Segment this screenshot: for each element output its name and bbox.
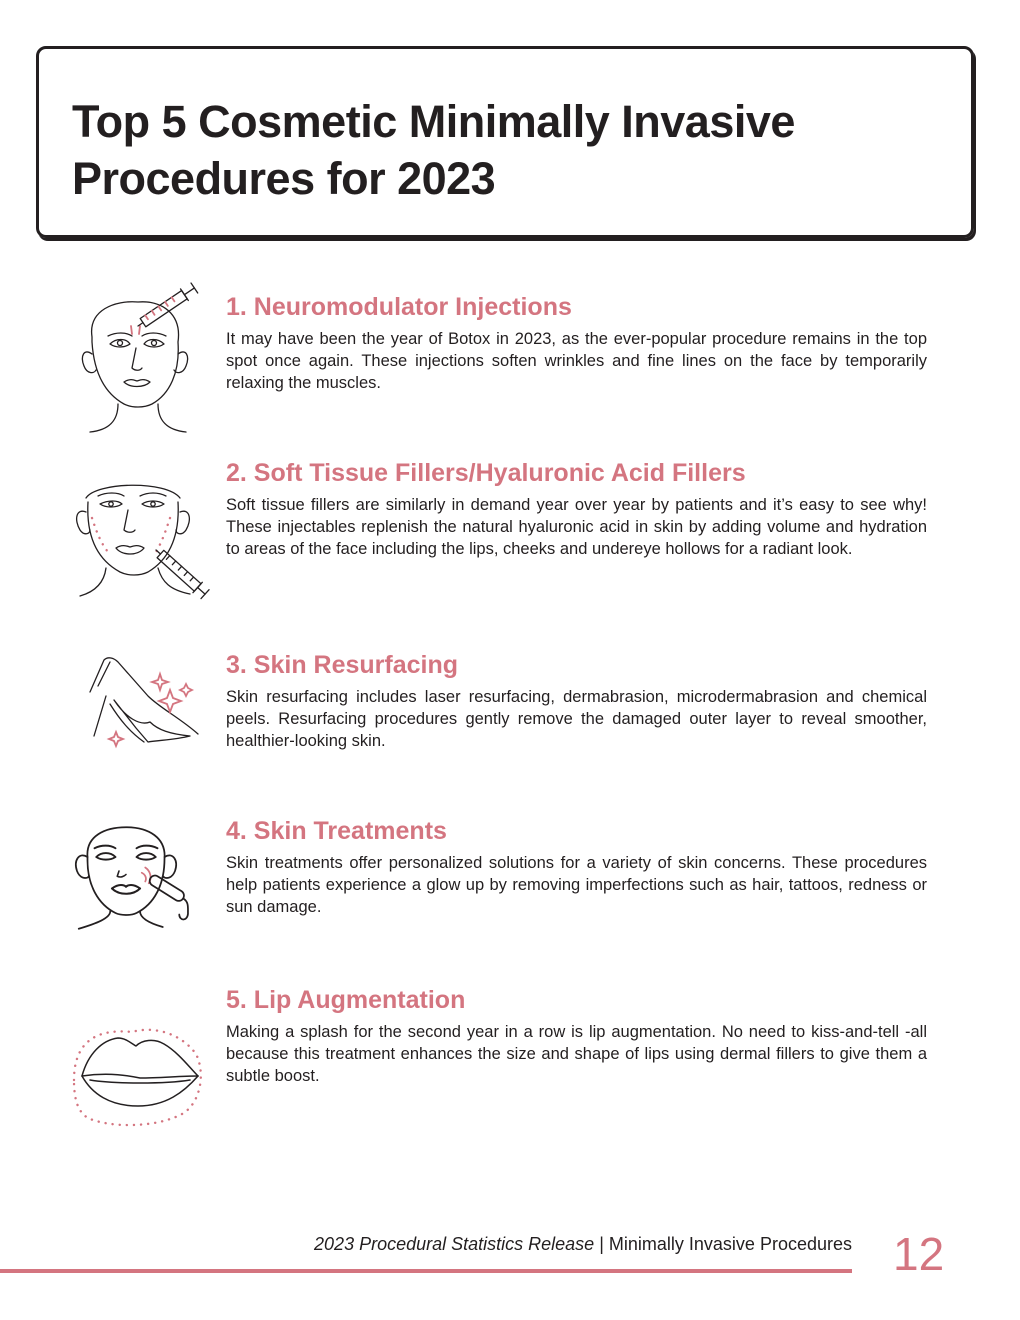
footer-section: Minimally Invasive Procedures bbox=[608, 1234, 852, 1254]
footer-rule bbox=[0, 1269, 852, 1273]
procedure-heading-2: 2. Soft Tissue Fillers/Hyaluronic Acid Fillers bbox=[226, 459, 746, 487]
procedure-text-4: Skin treatments offer personalized solutions for a variety of skin concerns. These procedures help patients experience a glow up by removing imperfections such as hair, tattoos, redness or sun damage. bbox=[226, 854, 927, 917]
procedure-heading-4: 4. Skin Treatments bbox=[226, 817, 447, 845]
footer-text bbox=[314, 1233, 852, 1255]
page-number: 12 bbox=[893, 1228, 945, 1280]
face-device-treatment-icon bbox=[70, 812, 210, 972]
page-title: Top 5 Cosmetic Minimally Invasive Procedures for 2023 bbox=[72, 96, 795, 204]
peeling-skin-sparkles-icon bbox=[70, 648, 210, 808]
face-forehead-syringe-icon bbox=[70, 282, 210, 442]
footer-separator: | bbox=[599, 1234, 604, 1254]
procedure-text-5: Making a splash for the second year in a row is lip augmentation. No need to kiss-and-tell -all because this treatment enhances the size and shape of lips using dermal fillers to give them a subtle boost. bbox=[226, 1023, 927, 1086]
procedure-text-2: Soft tissue fillers are similarly in demand year over year by patients and it’s easy to see why! These injectables replenish the natural hyaluronic acid in skin by adding volume and hydration to areas of the face including the lips, cheeks and undereye hollows for a radiant look. bbox=[226, 496, 927, 559]
procedure-heading-1: 1. Neuromodulator Injections bbox=[226, 293, 572, 321]
procedure-heading-5: 5. Lip Augmentation bbox=[226, 986, 466, 1014]
procedure-heading-3: 3. Skin Resurfacing bbox=[226, 651, 459, 679]
title-box bbox=[36, 46, 974, 238]
face-cheek-syringe-icon bbox=[70, 468, 210, 628]
lips-icon bbox=[70, 999, 210, 1159]
procedure-text-3: Skin resurfacing includes laser resurfacing, dermabrasion, microdermabrasion and chemical peels. Resurfacing procedures gently remove the damaged outer layer to reveal smoother, healthier-looking skin. bbox=[226, 688, 927, 751]
footer-publication: 2023 Procedural Statistics Release bbox=[314, 1234, 595, 1254]
procedure-text-1: It may have been the year of Botox in 2023, as the ever-popular procedure remains in the top spot once again. These injections soften wrinkles and fine lines on the face by temporarily relaxing the muscles. bbox=[226, 330, 927, 393]
